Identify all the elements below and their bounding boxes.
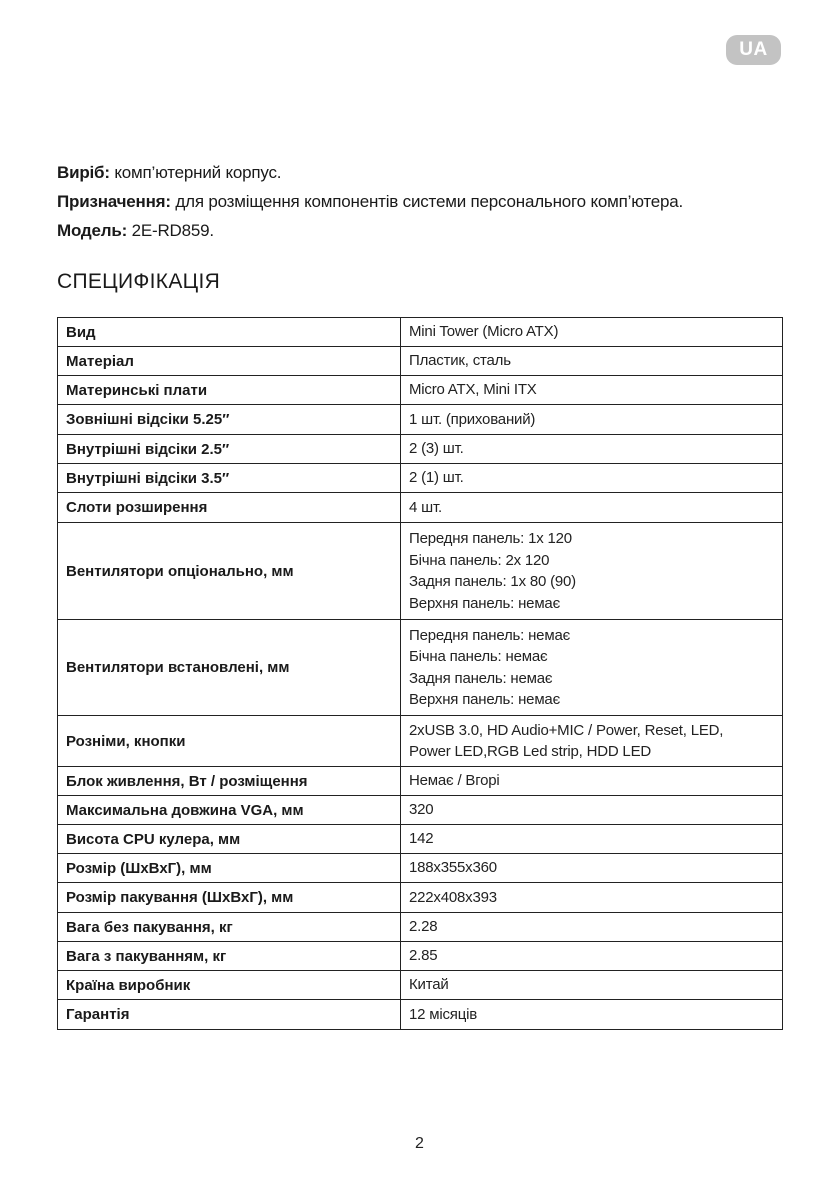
spec-table-body [58, 318, 783, 1030]
spec-row [58, 405, 783, 435]
spec-value [401, 825, 783, 854]
spec-key: Вага без пакування, кг [58, 913, 401, 942]
spec-key: Розніми, кнопки [58, 716, 401, 767]
spec-key: Висота CPU кулера, мм [58, 825, 401, 854]
product-intro [57, 158, 797, 245]
spec-value [401, 971, 783, 1000]
spec-value [401, 493, 783, 523]
spec-value [401, 854, 783, 883]
spec-key: Вентилятори встановлені, мм [58, 620, 401, 716]
spec-value-line: Mini Tower (Micro ATX) [409, 323, 559, 341]
spec-value-line: 188x355x360 [409, 859, 497, 877]
spec-value-line: Power LED,RGB Led strip, HDD LED [409, 743, 652, 760]
spec-key: Слоти розширення [58, 493, 401, 523]
section-title: СПЕЦИФІКАЦІЯ [57, 270, 221, 293]
spec-key: Максимальна довжина VGA, мм [58, 796, 401, 825]
spec-key: Вага з пакуванням, кг [58, 942, 401, 971]
spec-key: Країна виробник [58, 971, 401, 1000]
product-line [57, 158, 797, 187]
spec-row [58, 435, 783, 464]
spec-value-line: Задня панель: немає [409, 669, 553, 687]
model-line [57, 216, 797, 245]
spec-value [401, 942, 783, 971]
spec-value-line: Передня панель: немає [409, 626, 571, 644]
spec-value [401, 464, 783, 493]
spec-value-line: 1 шт. (прихований) [409, 410, 536, 428]
spec-row [58, 347, 783, 376]
spec-row [58, 493, 783, 523]
spec-value-line: Верхня панель: немає [409, 594, 561, 612]
spec-value-line: Китай [409, 976, 449, 994]
spec-value [401, 620, 783, 716]
spec-value-line: Пластик, сталь [409, 352, 511, 370]
spec-value [401, 1000, 783, 1030]
spec-value-line: 4 шт. [409, 498, 442, 516]
spec-value-line: 2 (3) шт. [409, 440, 464, 458]
spec-value [401, 405, 783, 435]
spec-value-line: Micro ATX, Mini ITX [409, 381, 537, 399]
spec-value-line: 142 [409, 830, 434, 848]
spec-value [401, 716, 783, 767]
spec-value-line: Задня панель: 1x 80 (90) [409, 573, 576, 590]
spec-key: Вид [58, 318, 401, 347]
spec-value-line: 12 місяців [409, 1005, 478, 1023]
spec-value-line: 2 (1) шт. [409, 469, 464, 487]
spec-value [401, 318, 783, 347]
spec-key: Блок живлення, Вт / розміщення [58, 767, 401, 796]
spec-key: Внутрішні відсіки 3.5″ [58, 464, 401, 493]
spec-row [58, 716, 783, 767]
spec-key: Внутрішні відсіки 2.5″ [58, 435, 401, 464]
spec-value [401, 796, 783, 825]
spec-value [401, 523, 783, 620]
spec-value-line: Немає / Вгорі [409, 772, 500, 790]
spec-value [401, 883, 783, 913]
spec-key: Гарантія [58, 1000, 401, 1030]
spec-row [58, 523, 783, 620]
language-badge: UA [726, 35, 781, 65]
purpose-line [57, 187, 797, 216]
spec-key: Вентилятори опціонально, мм [58, 523, 401, 620]
page-number: 2 [415, 1135, 424, 1152]
spec-value-line: 2xUSB 3.0, HD Audio+MIC / Power, Reset, LED, [409, 721, 724, 739]
spec-row [58, 464, 783, 493]
spec-row [58, 942, 783, 971]
spec-row [58, 376, 783, 405]
spec-value [401, 435, 783, 464]
product-value: комп’ютерний корпус. [109, 163, 282, 182]
spec-row [58, 767, 783, 796]
spec-value-line: 320 [409, 801, 434, 819]
spec-value [401, 347, 783, 376]
spec-value-line: 222x408x393 [409, 888, 497, 906]
model-label: Модель: [57, 221, 128, 240]
purpose-value: для розміщення компонентів системи персонального комп’ютера. [170, 192, 684, 211]
spec-key: Розмір пакування (ШхВхГ), мм [58, 883, 401, 913]
model-value: 2E-RD859. [127, 221, 214, 240]
spec-key: Зовнішні відсіки 5.25″ [58, 405, 401, 435]
spec-value [401, 913, 783, 942]
spec-key: Материнські плати [58, 376, 401, 405]
spec-table [57, 317, 783, 1030]
spec-row [58, 318, 783, 347]
spec-key: Матеріал [58, 347, 401, 376]
spec-value-line: Бічна панель: немає [409, 648, 548, 665]
spec-value-line: 2.85 [409, 947, 438, 965]
purpose-label: Призначення: [57, 192, 171, 211]
spec-value [401, 767, 783, 796]
product-label: Виріб: [57, 163, 110, 182]
spec-row [58, 620, 783, 716]
spec-value-line: Бічна панель: 2x 120 [409, 551, 550, 569]
spec-row [58, 913, 783, 942]
spec-row [58, 1000, 783, 1030]
spec-value-line: Верхня панель: немає [409, 691, 561, 708]
spec-row [58, 854, 783, 883]
spec-row [58, 825, 783, 854]
spec-value-line: 2.28 [409, 918, 438, 936]
spec-value-line: Передня панель: 1x 120 [409, 530, 572, 547]
spec-key: Розмір (ШхВхГ), мм [58, 854, 401, 883]
spec-row [58, 796, 783, 825]
spec-row [58, 971, 783, 1000]
spec-row [58, 883, 783, 913]
spec-value [401, 376, 783, 405]
